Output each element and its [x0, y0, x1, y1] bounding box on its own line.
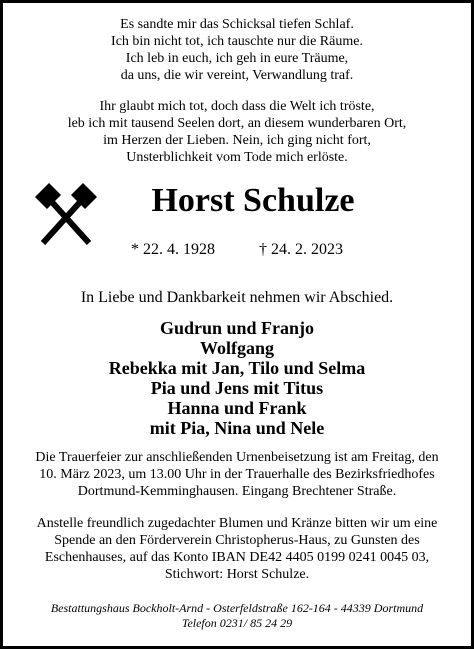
- poem-line: da uns, die wir vereint, Verwandlung traf.: [120, 68, 354, 83]
- poem-line: Ich leb in euch, ich geh in eure Träume,: [125, 51, 349, 66]
- death-date: † 24. 2. 2023: [259, 241, 343, 258]
- mourner-line: Rebekka mit Jan, Tilo und Selma: [108, 358, 366, 378]
- donation-line: Anstelle freundlich zugedachter Blumen und Kränze bitten wir um eine: [36, 516, 438, 531]
- farewell-text: In Liebe und Dankbarkeit nehmen wir Abschied.: [80, 289, 394, 306]
- crossed-hammers-icon: [31, 181, 101, 251]
- poem-line: Es sandte mir das Schicksal tiefen Schlaf.: [120, 17, 354, 32]
- poem-line: Ihr glaubt mich tot, doch dass die Welt ich tröste,: [99, 99, 375, 114]
- donation-info: [13, 515, 461, 583]
- ceremony-line: Dortmund-Kemminghausen. Eingang Brechtener Straße.: [77, 484, 397, 499]
- donation-line: Stichwort: Horst Schulze.: [164, 567, 310, 582]
- funeral-home-info: [3, 601, 471, 631]
- poem-stanza-2: [3, 98, 471, 166]
- donation-line: Spende an den Förderverein Christopherus-Haus, zu Gunsten des: [54, 533, 420, 548]
- mourner-line: Hanna und Frank: [167, 398, 307, 418]
- mourner-line: Gudrun und Franjo: [159, 318, 315, 338]
- poem-stanza-1: [3, 16, 471, 84]
- funeral-home-address: Bestattungshaus Bockholt-Arnd - Osterfeldstraße 162-164 - 44339 Dortmund: [50, 601, 424, 615]
- poem-line: im Herzen der Lieben. Nein, ich ging nicht fort,: [103, 133, 371, 148]
- donation-line: Eschenhauses, auf das Konto IBAN DE42 4405 0199 0241 0045 03,: [44, 550, 430, 565]
- poem-line: Ich bin nicht tot, ich tauschte nur die Räume.: [111, 34, 363, 49]
- ceremony-line: 10. März 2023, um 13.00 Uhr in der Trauerhalle des Bezirksfriedhofes: [39, 467, 435, 482]
- mourner-line: Pia und Jens mit Titus: [150, 378, 324, 398]
- deceased-name: Horst Schulze: [151, 182, 355, 219]
- funeral-home-phone: Telefon 0231/ 85 24 29: [181, 616, 293, 630]
- ceremony-line: Die Trauerfeier zur anschließenden Urnenbeisetzung ist am Freitag, den: [35, 450, 439, 465]
- poem-line: Unsterblichkeit vom Tode mich erlöste.: [126, 150, 348, 165]
- mourner-line: Wolfgang: [199, 338, 274, 358]
- poem-line: leb ich mit tausend Seelen dort, an diesem wunderbaren Ort,: [67, 116, 407, 131]
- ceremony-info: [13, 449, 461, 500]
- mourner-line: mit Pia, Nina und Nele: [149, 418, 325, 438]
- mourners-list: [3, 318, 471, 438]
- birth-date: * 22. 4. 1928: [131, 241, 215, 258]
